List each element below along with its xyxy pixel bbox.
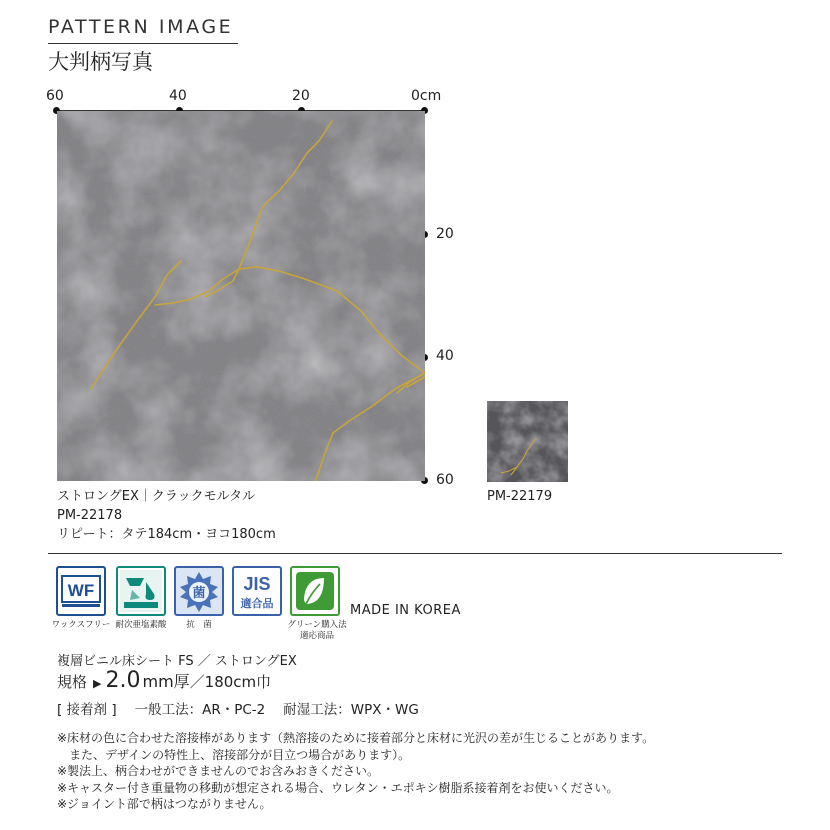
antibacterial-icon: [174, 566, 224, 616]
top-ruler-label: 0cm: [411, 88, 442, 104]
green-purchase-icon: [290, 566, 340, 616]
top-ruler-label: 20: [292, 88, 310, 104]
title-underline: [48, 43, 238, 44]
size-prefix: 規格: [57, 673, 88, 691]
badge-label: 抗 菌: [186, 620, 212, 630]
size-spec: [57, 668, 271, 693]
product-line: 複層ビニル床シート FS ／ ストロングEX: [57, 654, 297, 669]
thickness-unit: mm厚: [142, 672, 190, 691]
right-ruler-label: 20: [436, 226, 454, 242]
made-in-label: MADE IN KOREA: [350, 603, 461, 618]
badge-label: ワックスフリー: [51, 620, 111, 630]
note-item: ※キャスター付き重量物の移動が想定される場合、ウレタン・エポキシ樹脂系接着剤をお使いください。: [57, 780, 619, 795]
svg-text:JIS: JIS: [243, 574, 271, 594]
alt-pattern-code: PM-22179: [487, 489, 553, 504]
adhesive-label: [ 接着剤 ]: [57, 702, 117, 718]
page-subtitle: 大判柄写真: [48, 50, 153, 74]
top-ruler-label: 40: [169, 88, 187, 104]
chemical-resistance-icon: [116, 566, 166, 616]
wf-icon: [56, 566, 106, 616]
right-ruler-label: 60: [436, 472, 454, 488]
top-ruler-label: 60: [46, 88, 64, 104]
width-value: ／180cm巾: [189, 673, 272, 691]
adhesive-general: 一般工法：AR・PC-2: [134, 702, 266, 718]
section-divider: [48, 553, 782, 554]
adhesive-wet: 耐湿工法：WPX・WG: [283, 702, 419, 718]
pattern-image: [57, 111, 425, 481]
page-title: PATTERN IMAGE: [48, 16, 234, 38]
note-item: また、デザインの特性上、溶接部分が目立つ場合があります）。: [57, 747, 411, 762]
notes: [57, 730, 654, 813]
svg-text:WF: WF: [67, 581, 95, 600]
thickness-value: 2.0: [105, 668, 141, 693]
badge-label: 耐次亜塩素酸: [115, 620, 167, 630]
note-item: ※床材の色に合わせた溶接棒があります（熱溶接のために接着部分と床材に光沢の差が生じることがあります。: [57, 731, 655, 745]
pattern-name: ストロングEX｜クラックモルタル: [57, 489, 256, 504]
note-item: ※製法上、柄合わせができませんのでお含みおきください。: [57, 764, 380, 778]
svg-text:適合品: 適合品: [240, 597, 274, 610]
note-item: ※ジョイント部で柄はつながりません。: [57, 797, 272, 811]
svg-text:菌: 菌: [192, 586, 206, 601]
right-ruler-label: 40: [436, 348, 454, 364]
pattern-repeat: リピート：タテ184cm・ヨコ180cm: [57, 527, 276, 542]
adhesive-row: [57, 698, 419, 718]
alt-pattern-image: [487, 401, 568, 482]
pattern-code: PM-22178: [57, 508, 123, 523]
badge-label: グリーン購入法 適応商品: [287, 620, 347, 641]
arrow-icon: ▶: [93, 677, 102, 690]
jis-icon: [232, 566, 282, 616]
